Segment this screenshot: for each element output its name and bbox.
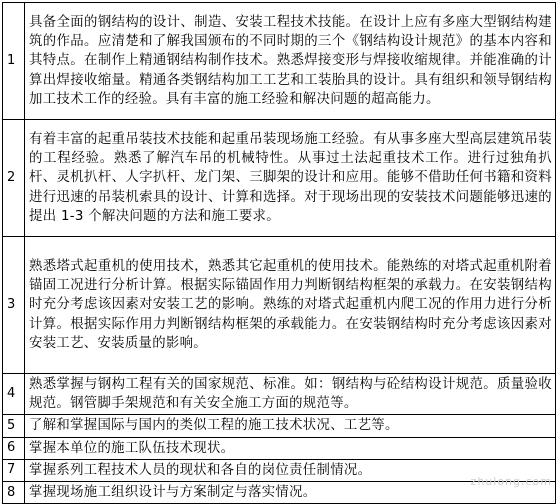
row-text: 掌握现场施工组织设计与方案制定与落实情况。: [25, 482, 556, 504]
row-text: 掌握本单位的施工队伍技术现状。: [25, 437, 556, 459]
row-text: 有着丰富的起重吊装技术技能和起重吊装现场施工经验。有从事多座大型高层建筑吊装的工程经验。熟悉了解汽车吊的机械特性。从事过土法起重技术工作。进行过独角扒杆、灵机扒杆、人字扒杆、龙门架、三脚架的设计和应用。能够不借助任何书籍和资料进行迅速的吊装机索具的设计、计算和选择。对于现场出现的安装技术问题能够迅速的提出 1-3 个解决问题的方法和施工要求。: [25, 120, 556, 237]
table-row: [3, 374, 556, 415]
row-number: 5: [3, 415, 25, 437]
row-number: 6: [3, 437, 25, 459]
row-text: 具备全面的钢结构的设计、制造、安装工程技术技能。在设计上应有多座大型钢结构建筑的作品。应清楚和了解我国颁布的不同时期的三个《钢结构设计规范》的基本内容和其特点。在制作上精通钢结构制作技术。熟悉焊接变形与焊接收缩规律。并能准确的计算出焊接收缩量。精通各类钢结构加工工艺和工装胎具的设计。具有组织和领导钢结构加工技术工作的经验。具有丰富的施工经验和解决问题的超高能力。: [25, 3, 556, 120]
row-text: 了解和掌握国际与国内的类似工程的施工技术状况、工艺等。: [25, 415, 556, 437]
row-number: 2: [3, 120, 25, 237]
row-text: 掌握系列工程技术人员的现状和各自的岗位责任制情况。: [25, 459, 556, 481]
row-text: 熟悉掌握与钢构工程有关的国家规范、标准。如：钢结构与砼结构设计规范。质量验收规范。钢管脚手架规范和有关安全施工方面的规范等。: [25, 374, 556, 415]
watermark: zhulong.com: [470, 475, 552, 488]
requirements-table: [2, 2, 556, 504]
row-text: 熟悉塔式起重机的使用技术，熟悉其它起重机的使用技术。能熟练的对塔式起重机附着锚固工况进行分析计算。根据实际锚固作用力判断钢结构框架的承载力。在安装钢结构时充分考虑该因素对安装工艺的影响。熟练的对塔式起重机内爬工况的作用力进行分析计算。根据实际作用力判断钢结构框架的承载能力。在安装钢结构时充分考虑该因素对安装工艺、安装质量的影响。: [25, 237, 556, 374]
row-number: 1: [3, 3, 25, 120]
table-row: [3, 437, 556, 459]
table-row: [3, 3, 556, 120]
table-row: [3, 120, 556, 237]
row-number: 7: [3, 459, 25, 481]
row-number: 4: [3, 374, 25, 415]
row-number: 8: [3, 482, 25, 504]
table-row: [3, 415, 556, 437]
row-number: 3: [3, 237, 25, 374]
table-row: [3, 237, 556, 374]
